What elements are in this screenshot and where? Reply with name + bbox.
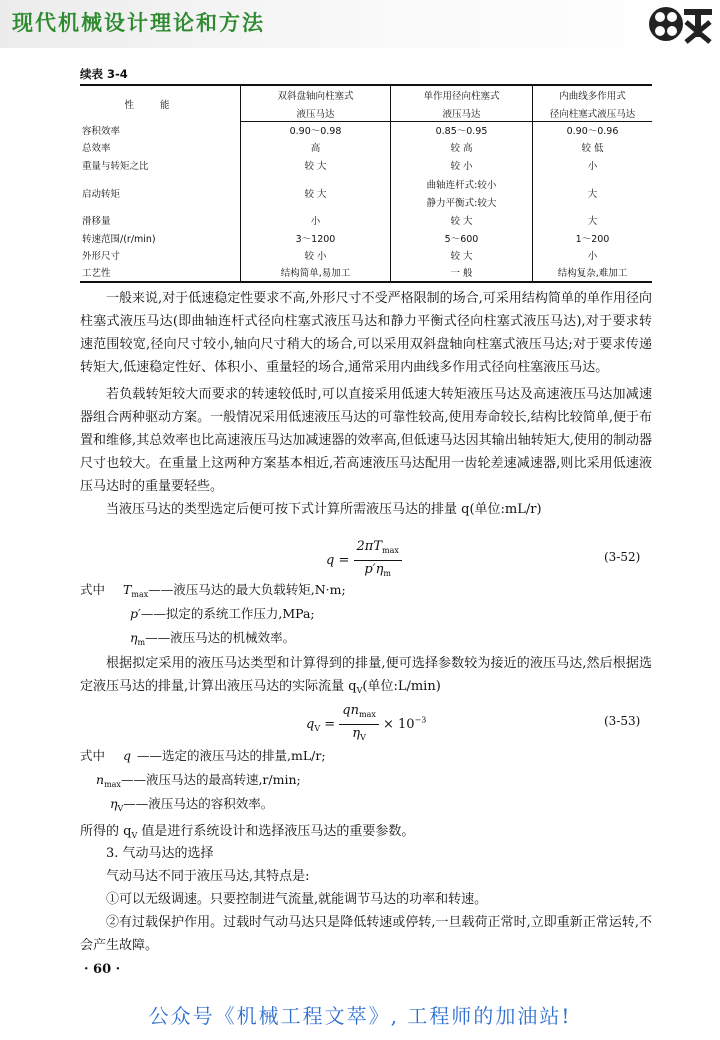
table-row [80,247,652,264]
paragraph-pneumatic-features: 气动马达不同于液压马达,其特点是: [106,869,310,884]
table-cell: 较 大 [391,247,533,264]
table-row [80,211,652,230]
footer-banner: 公众号《机械工程文萃》, 工程师的加油站! [148,1004,572,1028]
table-cell: 外形尺寸 [82,251,121,262]
page-number: · 60 · [84,962,121,977]
section-heading-pneumatic: 3. 气动马达的选择 [106,846,214,861]
table-header-row [80,85,652,104]
table-cell: 较 高 [391,139,533,156]
table-cell: 较 大 [391,211,533,230]
table-cell: 高 [241,139,391,156]
legend2-line-c: $\eta_V——$液压马达的容积效率。 [110,796,274,813]
table-cell: 静力平衡式:较大 [391,193,533,211]
header-col3-line2: 径向柱塞式液压马达 [533,104,653,122]
table-cell: 小 [533,247,653,264]
legend1-line-a: 式中 $T_{max}——$液压马达的最大负载转矩,N·m; [80,582,346,599]
paragraph-flow-intro: 根据拟定采用的液压马达类型和计算得到的排量,便可选择参数较为接近的液压马达,然后根据选定液压马达的排量,计算出液压马达的实际流量 $q_V$(单位:L/min) [80,656,652,695]
table-row [80,230,652,247]
table-cell: 总效率 [82,143,111,154]
table-cell: 较 大 [241,175,391,211]
table-cell: 小 [533,156,653,175]
body-text-block-3 [80,842,652,957]
banner-title: 现代机械设计理论和方法 [12,11,265,35]
legend2-line-a: 式中 q ——选定的液压马达的排量,mL/r; [80,748,326,763]
table-cell: 3～1200 [241,230,391,247]
table-cell: 滑移量 [82,216,111,227]
paragraph-selection-guidance: 一般来说,对于低速稳定性要求不高,外形尺寸不受严格限制的场合,可采用结构简单的单作用径向柱塞式液压马达(即曲轴连杆式径向柱塞式液压马达和静力平衡式径向柱塞式液压马达),对于要求转速范围较宽,径向尺寸较小,轴向尺寸稍大的场合,可以采用双斜盘轴向柱塞式液压马达;对于要求传递转矩大,低速稳定性好、体积小、重量轻的场合,通常采用内曲线多作用式径向柱塞液压马达。 [80,291,652,375]
legend1-line-c: $\eta_m——$液压马达的机械效率。 [130,630,296,647]
table-cell: 小 [241,211,391,230]
table-cell: 一 般 [391,264,533,282]
table-cell: 重量与转矩之比 [82,161,149,172]
eq2-fraction [339,702,379,747]
eq1-numerator: $2\pi T_{max}$ [354,538,402,561]
header-col1-line1: 双斜盘轴向柱塞式 [241,85,391,104]
header-col3-line1: 内曲线多作用式 [533,85,653,104]
table-cell: 曲轴连杆式:较小 [391,175,533,193]
body-text-block-2 [80,652,652,702]
table-cell: 结构复杂,难加工 [533,264,653,282]
eq2-denominator: $\eta_V$ [352,726,366,742]
table-row [80,175,652,193]
table-row [80,264,652,282]
table-cell: 工艺性 [80,264,241,282]
equation-3-52 [326,538,402,583]
eq2-lhs: $q_V$ [306,717,321,733]
header-col2-line1: 单作用径向柱塞式 [391,85,533,104]
table-cell: 较 小 [241,247,391,264]
table-cell: 较 大 [241,156,391,175]
table-cell: 大 [533,175,653,211]
paragraph-feature-2: ②有过载保护作用。过载时气动马达只是降低转速或停转,一旦载荷正常时,立即重新正常运转,不会产生故障。 [80,915,652,953]
header-col1-line2: 液压马达 [241,104,391,122]
table-cell: 0.85～0.95 [391,122,533,139]
table-cell: 0.90～0.98 [241,122,391,139]
equation-number-3-53: (3-53) [604,714,641,728]
legend2-line-b: $n_{max}——$液压马达的最高转速,r/min; [96,772,301,789]
paragraph-drive-schemes: 若负载转矩较大而要求的转速较低时,可以直接采用低速大转矩液压马达及高速液压马达加减速器组合两种驱动方案。一般情况采用低速液压马达的可靠性较高,使用寿命较长,结构比较简单,便于布置和维修,其总效率也比高速液压马达加减速器的效率高,但低速马达因其输出轴转矩大,使用的制动器尺寸也较大。在重量上这两种方案基本相近,若高速液压马达配用一齿轮差速减速器,则比采用低速液压马达时的重量要轻些。 [80,387,652,494]
body-text-block-1 [80,287,652,521]
eq1-fraction [354,538,402,583]
table-cell: 较 小 [391,156,533,175]
header-property: 性能 [80,85,241,122]
table-caption: 续表 3-4 [80,67,128,81]
table-cell: 大 [533,211,653,230]
paragraph-qv-note: 所得的 $q_V$ 值是进行系统设计和选择液压马达的重要参数。 [80,824,415,840]
legend1-line-b: p′——拟定的系统工作压力,MPa; [130,606,315,621]
eq1-denominator: $p'\eta_m$ [364,562,392,578]
table-row [80,156,652,175]
table-cell: 结构简单,易加工 [241,264,391,282]
table-cell: 0.90～0.96 [533,122,653,139]
eq2-numerator: $qn_{max}$ [339,702,379,725]
table-cell: 容积效率 [82,126,121,137]
table-cell: 启动转矩 [82,188,121,200]
eq1-lhs: q = [326,553,350,568]
table-cell: 1～200 [533,230,653,247]
top-banner [0,0,720,48]
table-row [80,139,652,156]
publisher-logo-icon [644,2,718,46]
header-col2-line2: 液压马达 [391,104,533,122]
table-cell: 较 低 [533,139,653,156]
paragraph-displacement-intro: 当液压马达的类型选定后便可按下式计算所需液压马达的排量 q(单位:mL/r) [106,502,542,517]
equation-3-53: $q_V$ = $\frac{qn_{max}}{\eta_V}$ × $10^{-3}$ [306,702,426,747]
motor-performance-table [80,84,652,283]
table-row [80,122,652,139]
paragraph-feature-1: ①可以无级调速。只要控制进气流量,就能调节马达的功率和转速。 [106,892,488,907]
table-cell: 5～600 [391,230,533,247]
table-cell: 转速范围/(r/min) [82,234,156,245]
equation-number-3-52: (3-52) [604,550,641,564]
